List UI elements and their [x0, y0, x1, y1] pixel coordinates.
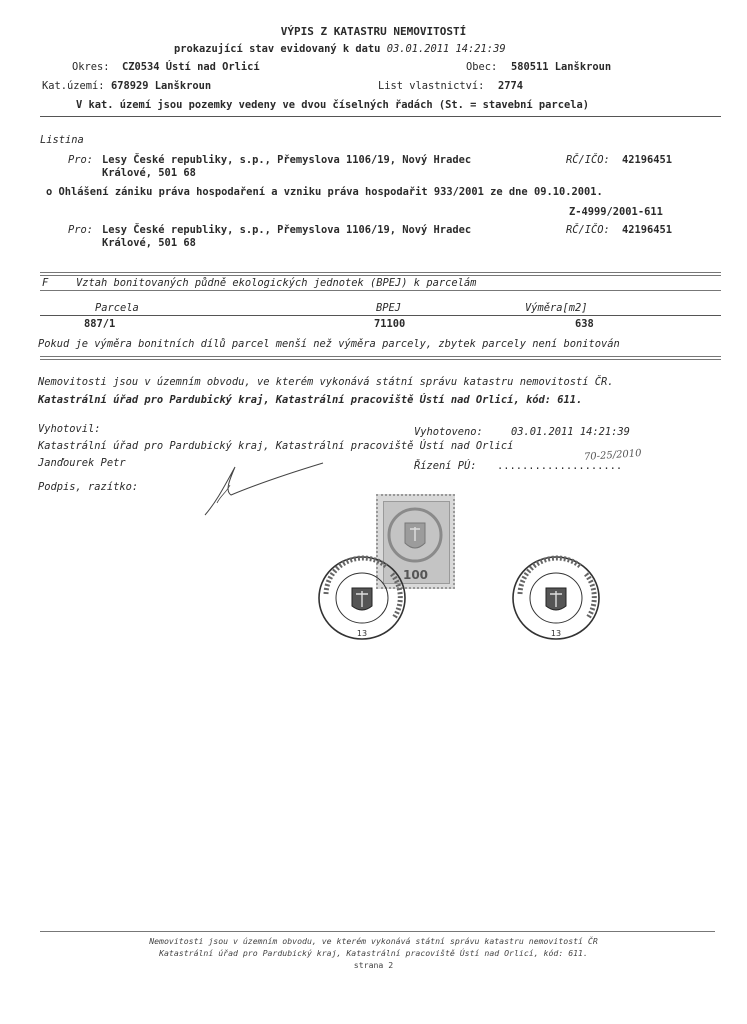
official-seal-1 [316, 554, 410, 644]
subtitle-prefix: prokazující stav evidovaný k datu [174, 43, 381, 55]
bpej-note: Pokud je výměra bonitních dílů parcel menší než výměra parcely, zbytek parcely není bonitován [38, 338, 620, 350]
section-f-letter: F [42, 277, 49, 289]
listina-heading: Listina [40, 134, 84, 146]
column-parcela: Parcela [95, 302, 139, 314]
obec-label: Obec: [466, 61, 498, 73]
table-header-rule [40, 315, 721, 316]
office-line-1: Nemovitosti jsou v územním obvodu, ve kterém vykonává státní správu katastru nemovitostí ČR. [38, 376, 614, 388]
subtitle-date: 03.01.2011 14:21:39 [386, 43, 506, 55]
section-f-top-rule-2 [40, 275, 721, 276]
svg-text:13: 13 [356, 629, 368, 638]
vyhotoveno-label: Vyhotoveno: [414, 426, 483, 438]
section-f-heading-rule [40, 290, 721, 291]
pro2-line1: Lesy České republiky, s.p., Přemyslova 1106/19, Nový Hradec [102, 224, 472, 236]
header-divider [40, 116, 721, 117]
listina-statement: o Ohlášení zániku práva hospodaření a vzniku práva hospodařit 933/2001 ze dne 09.10.2001. [46, 186, 603, 198]
cell-parcela: 887/1 [84, 318, 116, 330]
official-seal-2 [510, 554, 604, 644]
vyhotovil-person: Janďourek Petr [38, 457, 126, 469]
pro2-label: Pro: [68, 224, 94, 236]
cell-vymera: 638 [575, 318, 594, 330]
svg-text:13: 13 [550, 629, 562, 638]
pro1-label: Pro: [68, 154, 94, 166]
footer-rule [40, 931, 715, 932]
okres-label: Okres: [72, 61, 110, 73]
list-value: 2774 [498, 80, 524, 92]
rc2-value: 42196451 [622, 224, 673, 236]
cell-bpej: 71100 [374, 318, 406, 330]
podpis-label: Podpis, razítko: [38, 481, 139, 493]
rizeni-label: Řízení PÚ: [414, 460, 477, 472]
katuzemi-label: Kat.území: [42, 80, 105, 92]
section-f-bottom-rule [40, 356, 721, 357]
okres-value: CZ0534 Ústí nad Orlicí [122, 61, 260, 73]
column-vymera: Výměra[m2] [525, 302, 588, 314]
rc1-value: 42196451 [622, 154, 673, 166]
handwritten-number: 70-25/2010 [583, 448, 642, 463]
listina-reference: Z-4999/2001-611 [569, 206, 663, 218]
subtitle [174, 43, 506, 55]
pro2-line2: Králové, 501 68 [102, 237, 196, 249]
section-f-top-rule [40, 272, 721, 273]
footer-page-number: strana 2 [353, 960, 394, 970]
document-title: VÝPIS Z KATASTRU NEMOVITOSTÍ [280, 25, 467, 38]
footer-line-2: Katastrální úřad pro Pardubický kraj, Katastrální pracoviště Ústí nad Orlicí, kód: 611. [159, 948, 588, 958]
pro1-line1: Lesy České republiky, s.p., Přemyslova 1106/19, Nový Hradec [102, 154, 472, 166]
vyhotovil-label: Vyhotovil: [38, 423, 101, 435]
stamp-value: 100 [402, 568, 429, 582]
rizeni-dots: .................... [497, 460, 623, 472]
office-line-2: Katastrální úřad pro Pardubický kraj, Katastrální pracoviště Ústí nad Orlicí, kód: 611. [38, 394, 583, 406]
pro1-line2: Králové, 501 68 [102, 167, 196, 179]
obec-value: 580511 Lanškroun [511, 61, 612, 73]
katuzemi-value: 678929 Lanškroun [111, 80, 212, 92]
vyhotoveno-value: 03.01.2011 14:21:39 [511, 426, 630, 438]
section-f-bottom-rule-2 [40, 359, 721, 360]
vyhotovil-office: Katastrální úřad pro Pardubický kraj, Katastrální pracoviště Ústí nad Orlicí [38, 440, 514, 452]
rc2-label: RČ/IČO: [566, 224, 610, 236]
katuzemi-note: V kat. území jsou pozemky vedeny ve dvou číselných řadách (St. = stavební parcela) [76, 99, 589, 111]
section-f-heading: Vztah bonitovaných půdně ekologických jednotek (BPEJ) k parcelám [76, 277, 477, 289]
rc1-label: RČ/IČO: [566, 154, 610, 166]
column-bpej: BPEJ [376, 302, 402, 314]
signature-scribble [195, 455, 335, 525]
list-label: List vlastnictví: [378, 80, 485, 92]
footer-line-1: Nemovitosti jsou v územním obvodu, ve kterém vykonává státní správu katastru nemovitostí ČR [149, 936, 598, 946]
